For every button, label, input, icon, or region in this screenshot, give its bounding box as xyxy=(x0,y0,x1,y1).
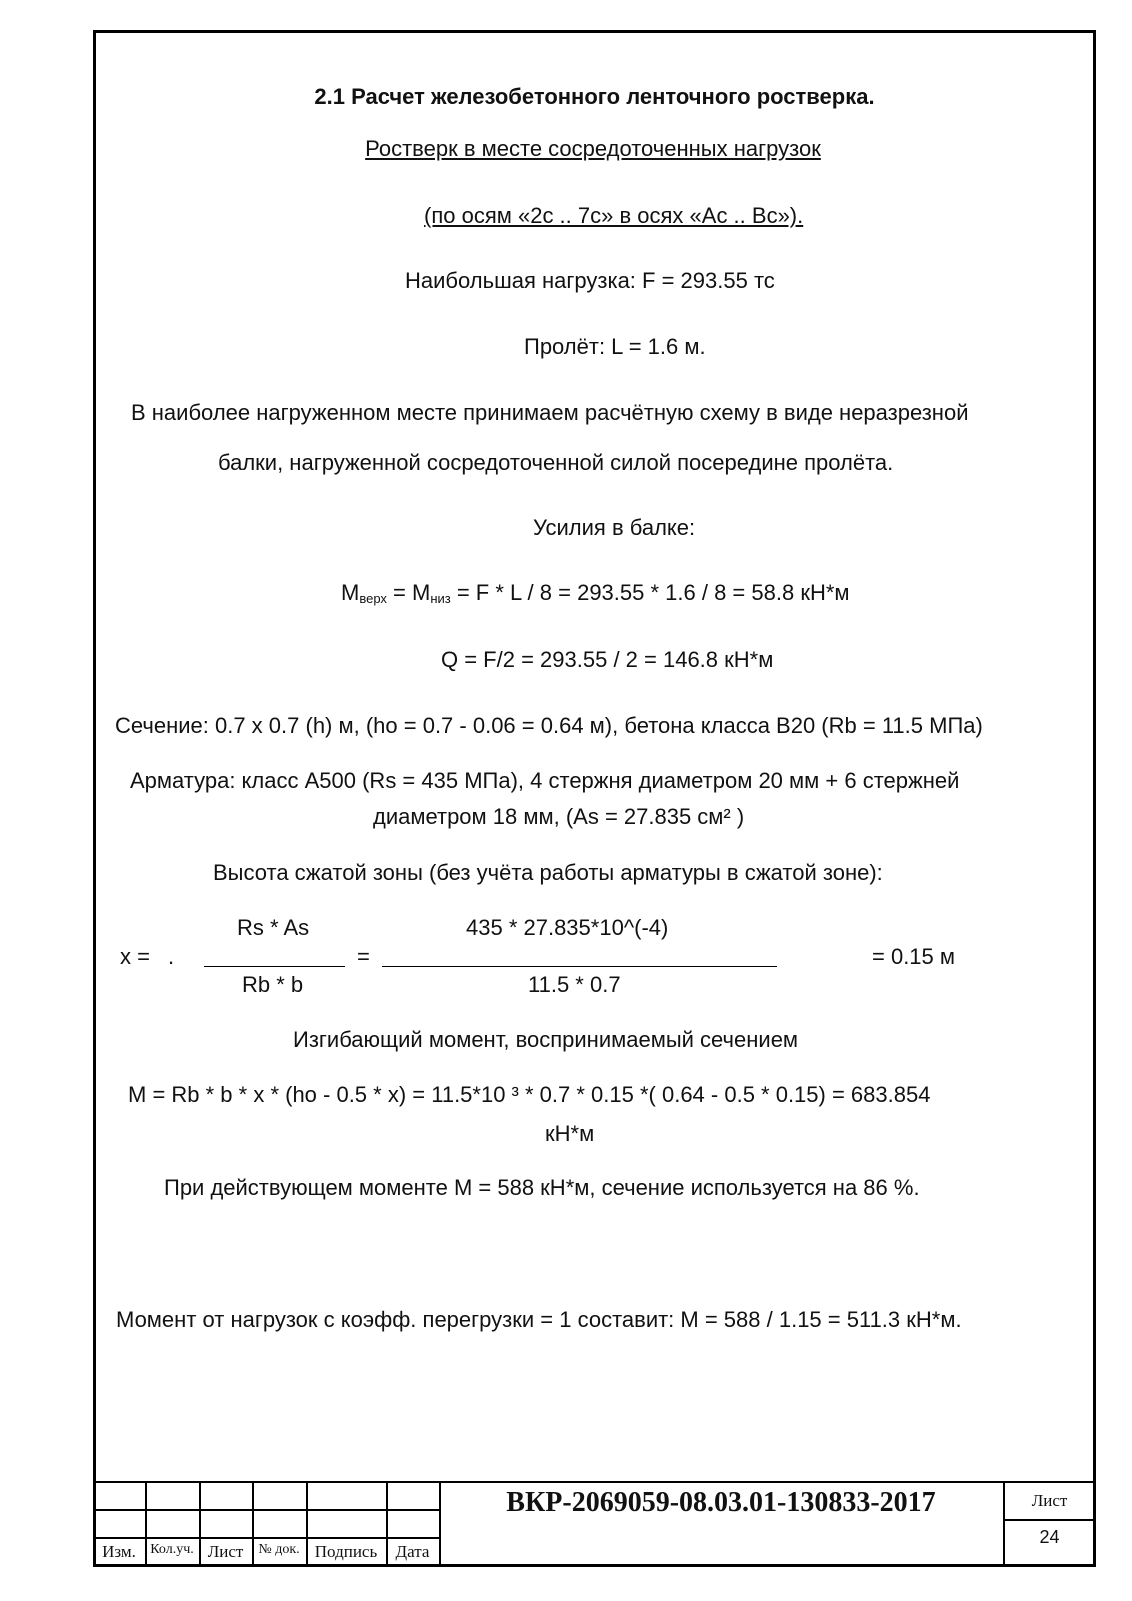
fraction-bar-1 xyxy=(204,966,345,967)
subtitle: Ростверк в месте сосредоточенных нагрузок xyxy=(365,136,821,161)
moment-formula xyxy=(341,580,850,612)
formula-x-label: x = xyxy=(120,944,150,969)
scheme-line-2: балки, нагруженной сосредоточенной силой посередине пролёта. xyxy=(218,450,894,475)
shear-formula: Q = F/2 = 293.55 / 2 = 146.8 кН*м xyxy=(441,647,774,672)
forces-heading: Усилия в балке: xyxy=(533,515,696,540)
sheet-label: Лист xyxy=(1031,1491,1068,1510)
fraction-bar-2 xyxy=(382,966,777,967)
bending-heading: Изгибающий момент, воспринимаемый сечением xyxy=(293,1027,799,1052)
formula-numerator-1: Rs * As xyxy=(237,915,310,940)
overload-note: Момент от нагрузок с коэфф. перегрузки = 1 составит: M = 588 / 1.15 = 511.3 кН*м. xyxy=(116,1307,962,1332)
formula-equals: = xyxy=(357,944,370,969)
title-block-top-border xyxy=(93,1481,1096,1483)
bending-line-2: кН*м xyxy=(545,1121,595,1146)
col-label-izm: Изм. xyxy=(102,1542,136,1561)
moment-rest: = F * L / 8 = 293.55 * 1.6 / 8 = 58.8 кН*м xyxy=(450,580,850,605)
moment-sub-top: верх xyxy=(359,591,387,606)
rebar-line-2: диаметром 18 мм, (As = 27.835 см² ) xyxy=(373,804,745,829)
col-label-date: Дата xyxy=(395,1542,430,1561)
col-label-doc-number: № док. xyxy=(258,1542,300,1557)
title-block xyxy=(93,1481,1096,1567)
document-code: ВКР-2069059-08.03.01-130833-2017 xyxy=(506,1487,936,1518)
section-spec: Сечение: 0.7 х 0.7 (h) м, (hо = 0.7 - 0.06 = 0.64 м), бетона класса В20 (Rb = 11.5 МПа) xyxy=(115,713,983,738)
formula-numerator-2: 435 * 27.835*10^(-4) xyxy=(466,915,669,940)
section-title: 2.1 Расчет железобетонного ленточного ростверка. xyxy=(314,84,875,109)
moment-sub-bottom: низ xyxy=(430,591,451,606)
max-load: Наибольшая нагрузка: F = 293.55 тс xyxy=(405,268,775,293)
axes-note: (по осям «2с .. 7с» в осях «Ас .. Вс»). xyxy=(424,203,804,228)
scheme-line-1: В наиболее нагруженном месте принимаем расчётную схему в виде неразрезной xyxy=(131,400,969,425)
bending-line-1: M = Rb * b * x * (hо - 0.5 * x) = 11.5*10 ³ * 0.7 * 0.15 *( 0.64 - 0.5 * 0.15) = 683.854 xyxy=(128,1082,931,1107)
moment-eq: = M xyxy=(386,580,431,605)
col-label-signature: Подпись xyxy=(314,1542,378,1561)
sheet-box-divider xyxy=(1003,1519,1096,1521)
span-length: Пролёт: L = 1.6 м. xyxy=(524,334,706,359)
page-frame xyxy=(93,30,1096,1567)
formula-denominator-1: Rb * b xyxy=(242,972,304,997)
sheet-number: 24 xyxy=(1039,1527,1060,1547)
rebar-line-1: Арматура: класс А500 (Rs = 435 МПа), 4 стержня диаметром 20 мм + 6 стержней xyxy=(130,768,960,793)
zone-heading: Высота сжатой зоны (без учёта работы арматуры в сжатой зоне): xyxy=(213,860,883,885)
col-label-koluch: Кол.уч. xyxy=(150,1542,194,1557)
col-label-list: Лист xyxy=(207,1542,244,1561)
usage-note: При действующем моменте M = 588 кН*м, сечение используется на 86 %. xyxy=(164,1175,920,1200)
formula-dot: . xyxy=(168,944,175,969)
formula-denominator-2: 11.5 * 0.7 xyxy=(528,972,621,997)
moment-symbol: M xyxy=(341,580,360,605)
formula-result: = 0.15 м xyxy=(872,944,956,969)
